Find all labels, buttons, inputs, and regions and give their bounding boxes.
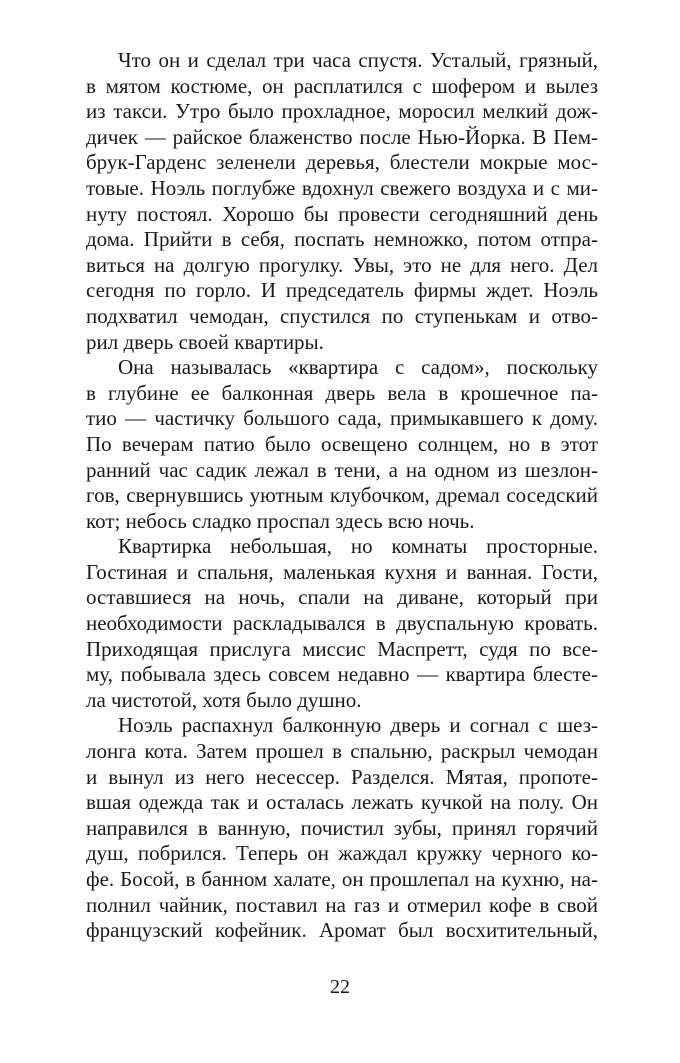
paragraph: [86, 355, 598, 534]
text-line: необходимости раскладывался в двуспальную кровать.: [86, 611, 598, 636]
text-line: подхватил чемодан, спустился по ступенькам и отво-: [86, 303, 598, 328]
text-line: душ, побрился. Теперь он жаждал кружку черного ко-: [86, 841, 598, 866]
text-line: французский кофейник. Аромат был восхитительный,: [86, 918, 598, 943]
paragraph: [86, 534, 598, 713]
text-line: полнил чайник, поставил на газ и отмерил кофе в свой: [86, 892, 598, 917]
text-line: в глубине ее балконная дверь вела в крошечное па-: [86, 380, 598, 405]
text-line: Она называлась «квартира с садом», поскольку: [118, 355, 598, 380]
text-line: тио — частичку большого сада, примыкавшего к дому.: [86, 406, 598, 431]
text-line: Квартирка небольшая, но комнаты просторные.: [118, 534, 598, 559]
text-line: оставшиеся на ночь, спали на диване, который при: [86, 585, 598, 610]
text-line: виться на долгую прогулку. Увы, это не для него. Дел: [86, 252, 598, 277]
text-line: направился в ванную, почистил зубы, принял горячий: [86, 815, 598, 840]
text-line: из такси. Утро было прохладное, моросил мелкий дож-: [86, 99, 598, 124]
body-text: [86, 48, 598, 944]
text-line: в мятом костюме, он расплатился с шофером и вылез: [86, 73, 598, 98]
text-line: дичек — райское блаженство после Нью-Йорка. В Пем-: [86, 124, 598, 149]
text-line: гов, свернувшись уютным клубочком, дремал соседский: [86, 483, 598, 508]
page-number: 22: [330, 976, 350, 998]
text-line: товые. Ноэль поглубже вдохнул свежего воздуха и с ми-: [86, 175, 598, 200]
text-line: Что он и сделал три часа спустя. Усталый, грязный,: [118, 48, 598, 72]
text-line: вшая одежда так и осталась лежать кучкой на полу. Он: [86, 790, 598, 815]
text-line: рил дверь своей квартиры.: [86, 329, 324, 354]
text-line: ла чистотой, хотя было душно.: [86, 687, 362, 712]
text-line: лонга кота. Затем прошел в спальню, раскрыл чемодан: [86, 739, 598, 764]
text-line: нуту постоял. Хорошо бы провести сегодняшний день: [86, 201, 598, 226]
text-line: ранний час садик лежал в тени, а на одном из шезлон-: [86, 457, 598, 482]
text-line: По вечерам патио было освещено солнцем, но в этот: [86, 431, 598, 456]
text-line: брук-Гарденс зеленели деревья, блестели мокрые мос-: [86, 150, 598, 175]
paragraph: [86, 713, 598, 943]
text-line: му, побывала здесь совсем недавно — квартира блесте-: [86, 662, 598, 687]
text-line: Гостиная и спальня, маленькая кухня и ванная. Гости,: [86, 559, 598, 584]
text-line: и вынул из него несессер. Разделся. Мятая, пропоте-: [86, 764, 598, 789]
text-line: сегодня по горло. И председатель фирмы ждет. Ноэль: [86, 278, 598, 303]
paragraph: [86, 48, 598, 355]
text-line: кот; небось сладко проспал здесь всю ночь.: [86, 508, 475, 533]
text-line: Приходящая прислуга миссис Маспретт, судя по все-: [86, 636, 598, 661]
text-line: дома. Прийти в себя, поспать немножко, потом отпра-: [86, 227, 598, 252]
text-line: фе. Босой, в банном халате, он прошлепал на кухню, на-: [86, 867, 598, 891]
text-line: Ноэль распахнул балконную дверь и согнал с шез-: [118, 713, 598, 738]
